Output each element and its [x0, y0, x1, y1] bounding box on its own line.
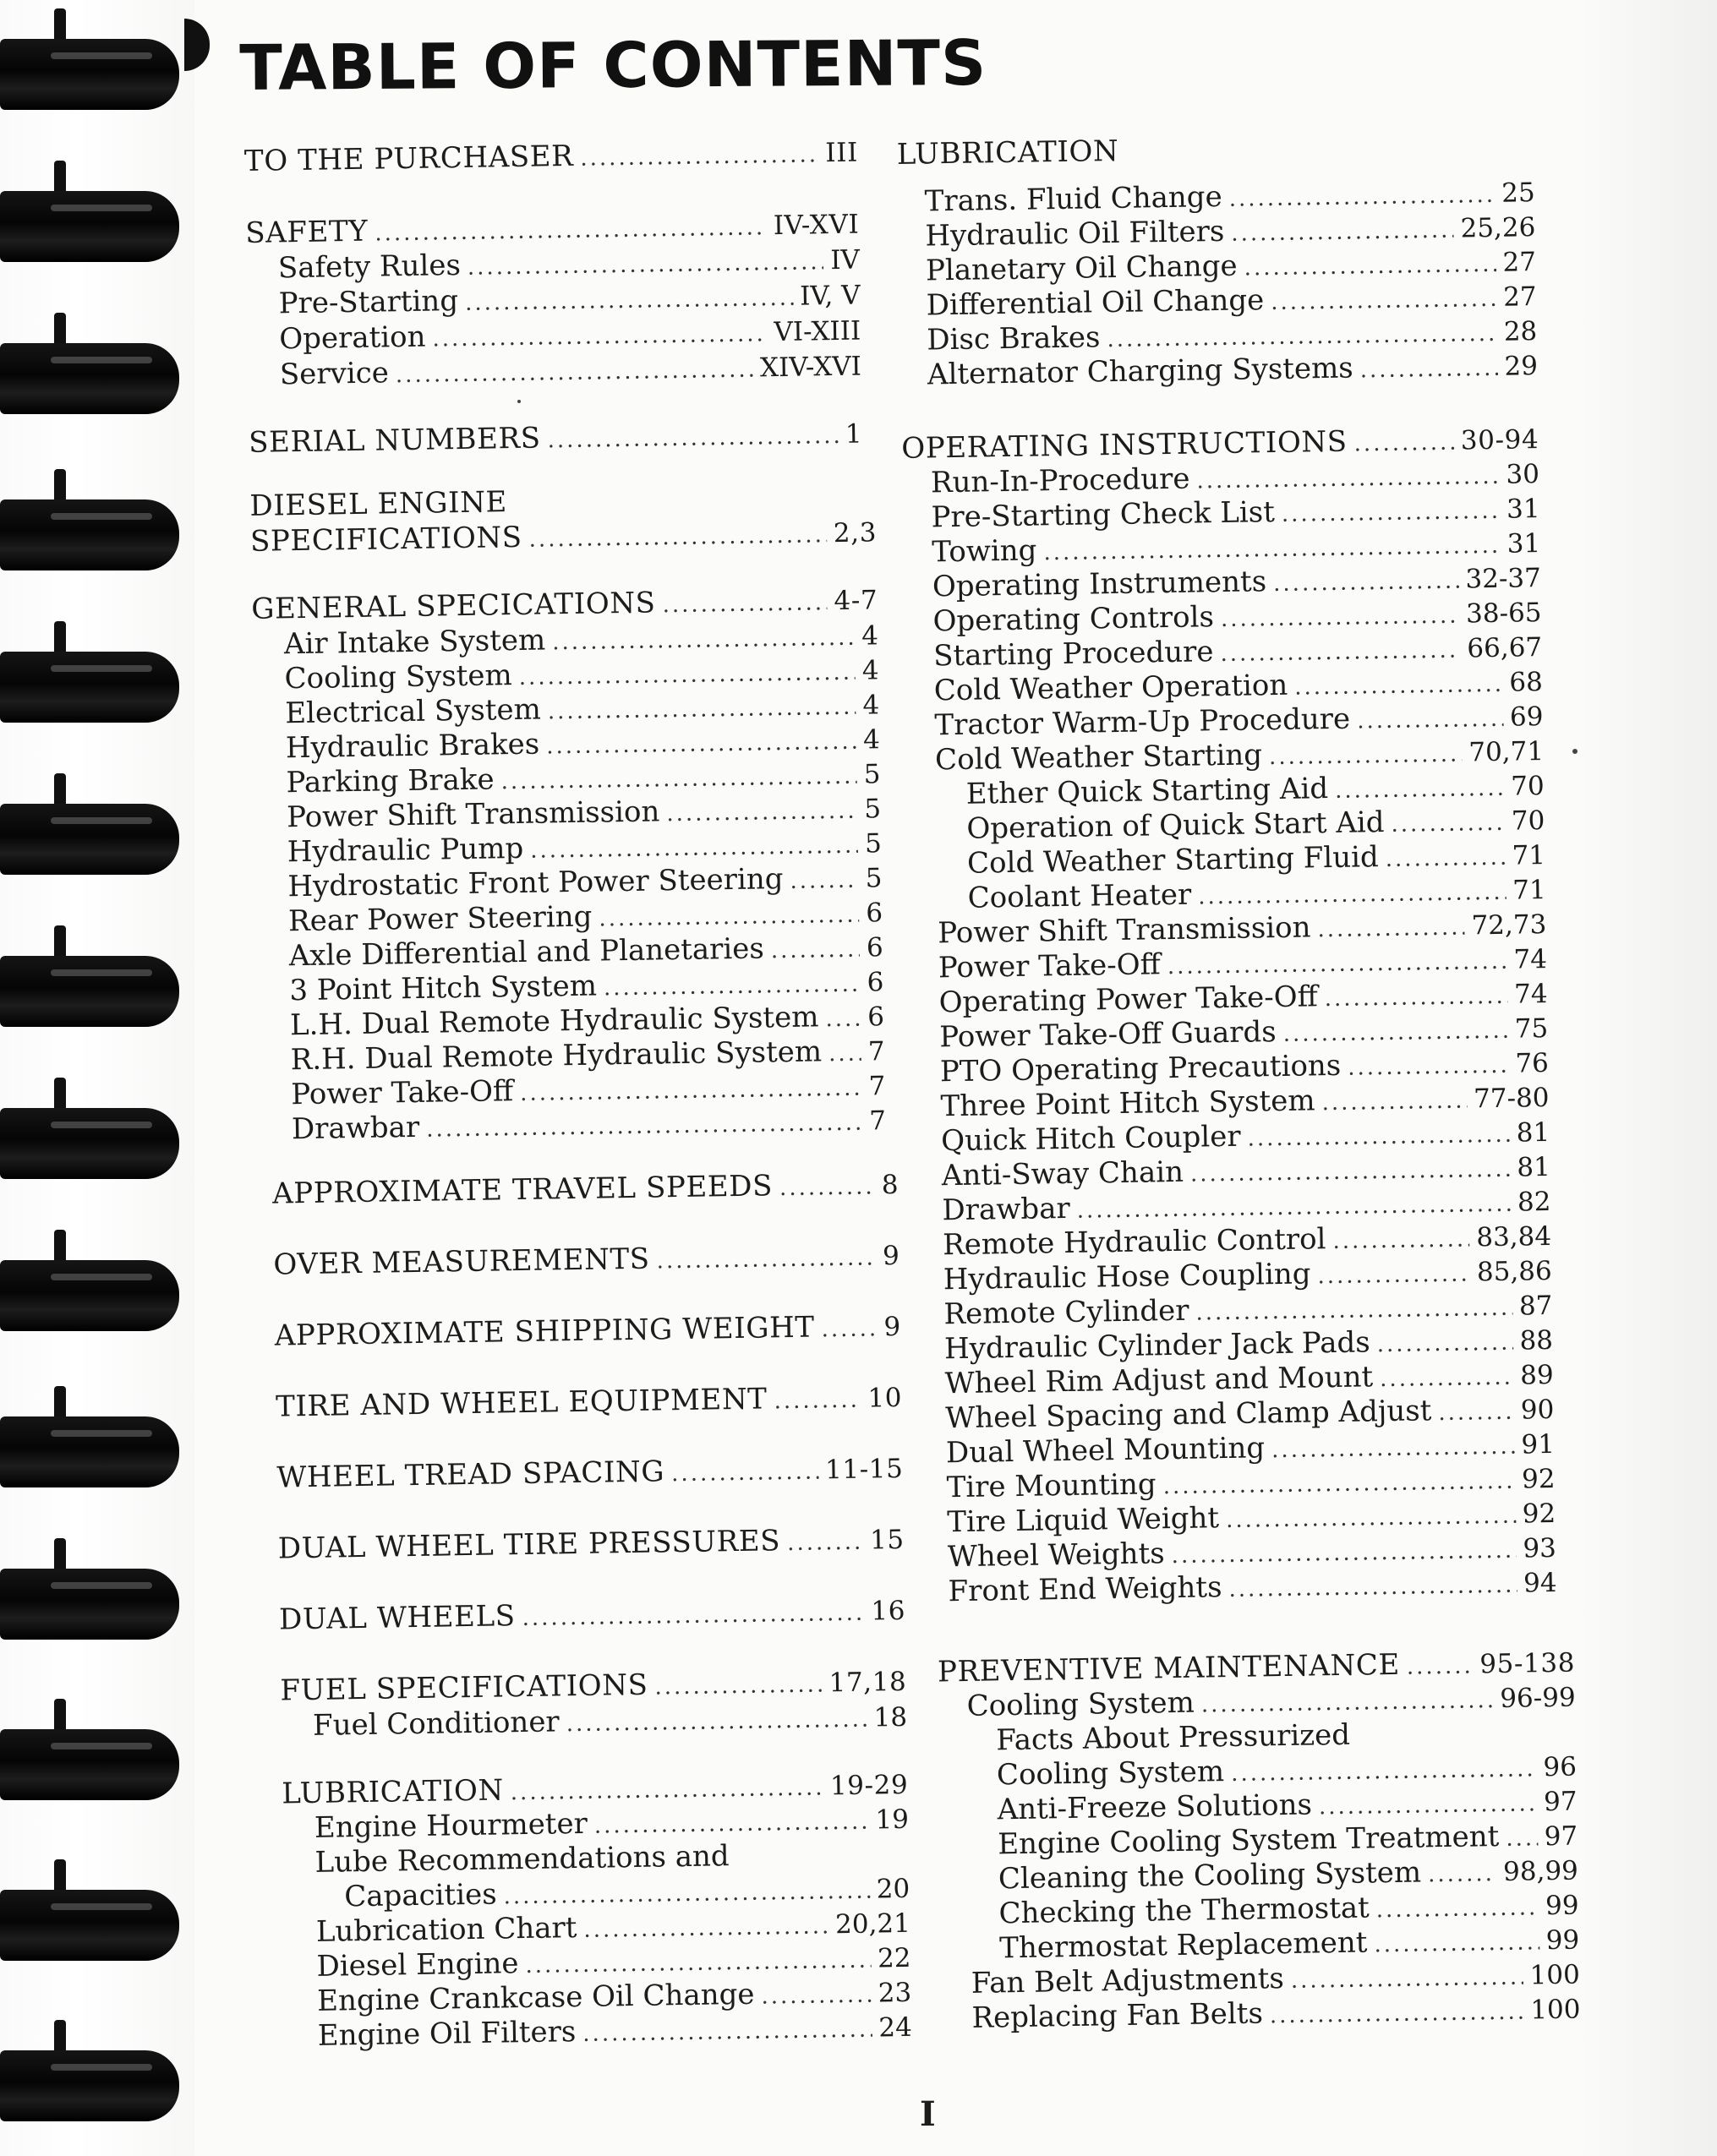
page-number: I: [920, 2094, 936, 2134]
toc-entry[interactable]: SERIAL NUMBERS ..... 1: [249, 416, 863, 463]
toc-entry[interactable]: WHEEL TREAD SPACING ..... 11-15: [276, 1450, 904, 1498]
toc-entry[interactable]: Operation ..... VI-XIII: [279, 313, 861, 360]
toc-entry[interactable]: Differential Oil Change ..... 27: [926, 278, 1537, 325]
toc-entry[interactable]: Cold Weather Operation ..... 68: [934, 663, 1544, 711]
toc-entry[interactable]: PREVENTIVE MAINTENANCE ..... 95-138: [938, 1645, 1576, 1693]
toc-entry[interactable]: Tractor Warm-Up Procedure ..... 69: [934, 698, 1544, 745]
binding-coil: [0, 8, 194, 135]
toc-entry[interactable]: Hydraulic Oil Filters ..... 25,26: [925, 209, 1536, 256]
toc-entry[interactable]: Disc Brakes ..... 28: [927, 313, 1538, 360]
binding-coil: [0, 773, 194, 900]
toc-entry[interactable]: Hydraulic Cylinder Jack Pads ..... 88: [944, 1322, 1554, 1369]
toc-entry[interactable]: R.H. Dual Remote Hydraulic System ..... 7: [290, 1033, 885, 1080]
toc-entry[interactable]: Hydrostatic Front Power Steering ..... 5: [287, 860, 883, 907]
toc-entry[interactable]: Power Take-Off ..... 74: [938, 941, 1548, 988]
toc-entry[interactable]: Engine Cooling System Treatment ..... 97: [998, 1818, 1578, 1865]
toc-entry[interactable]: Engine Oil Filters ..... 24: [318, 2009, 913, 2056]
spiral-binding: [0, 0, 194, 2156]
toc-entry[interactable]: APPROXIMATE TRAVEL SPEEDS ..... 8: [272, 1166, 900, 1214]
toc-right-column: [894, 0, 1603, 2156]
page-title: TABLE OF CONTENTS: [239, 26, 987, 105]
toc-entry[interactable]: Wheel Weights ..... 93: [948, 1530, 1557, 1577]
toc-entry[interactable]: Quick Hitch Coupler ..... 81: [941, 1114, 1550, 1161]
binding-coil: [0, 1859, 194, 1986]
toc-entry[interactable]: APPROXIMATE SHIPPING WEIGHT ..... 9: [275, 1308, 902, 1356]
toc-entry[interactable]: Coolant Heater ..... 71: [967, 871, 1546, 919]
toc-entry-line[interactable]: Lube Recommendations and: [314, 1839, 730, 1880]
toc-entry[interactable]: Fan Belt Adjustments ..... 100: [971, 1957, 1581, 2004]
toc-entry[interactable]: Replacing Fan Belts ..... 100: [971, 1991, 1581, 2039]
toc-entry[interactable]: DUAL WHEELS ..... 16: [279, 1592, 906, 1640]
toc-entry[interactable]: Drawbar ..... 7: [292, 1102, 887, 1149]
toc-entry[interactable]: Cooling System ..... 4: [284, 652, 879, 699]
toc-entry[interactable]: Power Take-Off Guards ..... 75: [939, 1010, 1549, 1057]
binding-coil: [0, 313, 194, 439]
toc-entry[interactable]: LUBRICATION ..... 19-29: [282, 1766, 909, 1815]
toc-entry[interactable]: Capacities ..... 20: [315, 1870, 910, 1918]
toc-entry[interactable]: Fuel Conditioner ..... 18: [313, 1699, 908, 1746]
toc-entry[interactable]: Cooling System ..... 96-99: [966, 1679, 1576, 1727]
toc-entry[interactable]: Trans. Fluid Change ..... 25: [924, 174, 1535, 221]
toc-entry[interactable]: Three Point Hitch System ..... 77-80: [940, 1079, 1550, 1127]
toc-entry[interactable]: Alternator Charging Systems ..... 29: [927, 347, 1539, 395]
toc-entry[interactable]: Electrical System ..... 4: [285, 686, 880, 734]
toc-entry[interactable]: Dual Wheel Mounting ..... 91: [946, 1426, 1556, 1473]
toc-entry[interactable]: Service ..... XIV-XVI: [280, 348, 862, 396]
toc-entry[interactable]: TO THE PURCHASER ..... III: [244, 134, 859, 182]
toc-entry-line[interactable]: DIESEL ENGINE: [249, 485, 508, 523]
toc-entry-line[interactable]: Facts About Pressurized: [996, 1717, 1351, 1758]
toc-entry[interactable]: Hydraulic Hose Coupling ..... 85,86: [943, 1253, 1552, 1300]
toc-entry[interactable]: Anti-Freeze Solutions ..... 97: [997, 1783, 1578, 1831]
toc-entry[interactable]: Wheel Spacing and Clamp Adjust ..... 90: [945, 1391, 1555, 1438]
toc-entry[interactable]: Engine Hourmeter ..... 19: [314, 1801, 910, 1848]
toc-entry[interactable]: Cleaning the Cooling System ..... 98,99: [998, 1853, 1579, 1900]
toc-entry[interactable]: 3 Point Hitch System ..... 6: [289, 963, 884, 1011]
toc-entry[interactable]: Front End Weights ..... 94: [948, 1564, 1557, 1612]
toc-entry[interactable]: Engine Crankcase Oil Change ..... 23: [317, 1974, 912, 2022]
toc-entry[interactable]: Air Intake System ..... 4: [284, 617, 879, 664]
toc-entry[interactable]: Tire Mounting ..... 92: [946, 1460, 1556, 1508]
toc-entry[interactable]: Power Shift Transmission ..... 5: [287, 790, 882, 838]
binding-coil: [0, 621, 194, 748]
toc-entry[interactable]: Checking the Thermostat ..... 99: [998, 1887, 1579, 1935]
toc-entry[interactable]: Power Shift Transmission ..... 72,73: [938, 906, 1547, 953]
toc-entry[interactable]: Lubrication Chart ..... 20,21: [316, 1905, 911, 1952]
print-speck: [1572, 749, 1578, 754]
toc-entry[interactable]: SAFETY ..... IV-XVI: [245, 206, 860, 254]
toc-entry[interactable]: Cold Weather Starting ..... 70,71: [935, 733, 1545, 780]
toc-entry[interactable]: OPERATING INSTRUCTIONS ..... 30-94: [901, 421, 1539, 469]
toc-entry[interactable]: Operating Controls ..... 38-65: [932, 594, 1542, 641]
toc-entry[interactable]: Rear Power Steering ..... 6: [288, 894, 883, 942]
toc-entry[interactable]: Anti-Sway Chain ..... 81: [942, 1149, 1551, 1196]
toc-entry[interactable]: Starting Procedure ..... 66,67: [933, 629, 1543, 676]
toc-entry[interactable]: Wheel Rim Adjust and Mount ..... 89: [944, 1356, 1554, 1404]
toc-entry[interactable]: Hydraulic Pump ..... 5: [287, 825, 883, 872]
binding-coil: [0, 1386, 194, 1513]
binding-coil: [0, 1538, 194, 1665]
toc-entry[interactable]: L.H. Dual Remote Hydraulic System ..... 6: [290, 998, 885, 1045]
toc-entry[interactable]: SPECIFICATIONS ..... 2,3: [250, 514, 878, 562]
binding-coil: [0, 161, 194, 287]
toc-entry[interactable]: Tire Liquid Weight ..... 92: [947, 1495, 1556, 1542]
binding-coil: [0, 925, 194, 1052]
toc-entry[interactable]: Hydraulic Brakes ..... 4: [286, 721, 881, 768]
page-tab-mark: [184, 19, 210, 71]
toc-entry[interactable]: Operating Instruments ..... 32-37: [932, 559, 1542, 607]
toc-entry[interactable]: Pre-Starting Check List ..... 31: [931, 490, 1540, 538]
toc-entry[interactable]: Power Take-Off ..... 7: [291, 1067, 886, 1115]
toc-entry[interactable]: Drawbar ..... 82: [942, 1183, 1551, 1231]
toc-entry[interactable]: Run-In-Procedure ..... 30: [931, 456, 1540, 503]
toc-entry[interactable]: Safety Rules ..... IV: [278, 242, 861, 289]
binding-coil: [0, 469, 194, 596]
toc-entry[interactable]: PTO Operating Precautions ..... 76: [940, 1045, 1550, 1092]
binding-coil: [0, 1699, 194, 1826]
toc-entry[interactable]: Cold Weather Starting Fluid ..... 71: [967, 837, 1546, 884]
toc-entry[interactable]: Operation of Quick Start Aid ..... 70: [966, 802, 1545, 849]
toc-entry[interactable]: Remote Hydraulic Control ..... 83,84: [943, 1218, 1552, 1265]
toc-entry[interactable]: Axle Differential and Planetaries ..... 6: [288, 929, 883, 976]
print-speck: [517, 400, 521, 403]
toc-entry[interactable]: Thermostat Replacement ..... 99: [999, 1922, 1580, 1969]
toc-entry[interactable]: Ether Quick Starting Aid ..... 70: [965, 767, 1545, 815]
toc-entry[interactable]: Planetary Oil Change ..... 27: [926, 243, 1537, 291]
toc-entry[interactable]: Pre-Starting ..... IV, V: [278, 277, 861, 325]
toc-entry[interactable]: Parking Brake ..... 5: [286, 756, 881, 803]
toc-entry[interactable]: Towing ..... 31: [932, 525, 1541, 572]
toc-entry[interactable]: Remote Cylinder ..... 87: [943, 1287, 1553, 1335]
toc-entry[interactable]: OVER MEASUREMENTS ..... 9: [273, 1237, 900, 1285]
toc-left-column: [242, 0, 937, 2156]
toc-entry[interactable]: DUAL WHEEL TIRE PRESSURES ..... 15: [277, 1521, 905, 1569]
binding-coil: [0, 2020, 194, 2147]
binding-coil: [0, 1078, 194, 1204]
toc-entry[interactable]: Cooling System ..... 96: [997, 1749, 1578, 1796]
binding-coil: [0, 1230, 194, 1356]
toc-entry-line[interactable]: LUBRICATION: [896, 134, 1119, 172]
toc-entry[interactable]: Operating Power Take-Off ..... 74: [938, 975, 1548, 1023]
toc-entry[interactable]: FUEL SPECIFICATIONS ..... 17,18: [280, 1663, 907, 1711]
toc-entry[interactable]: GENERAL SPECICATIONS ..... 4-7: [251, 581, 878, 630]
toc-entry[interactable]: TIRE AND WHEEL EQUIPMENT ..... 10: [276, 1379, 903, 1427]
toc-entry[interactable]: Diesel Engine ..... 22: [316, 1940, 911, 1987]
